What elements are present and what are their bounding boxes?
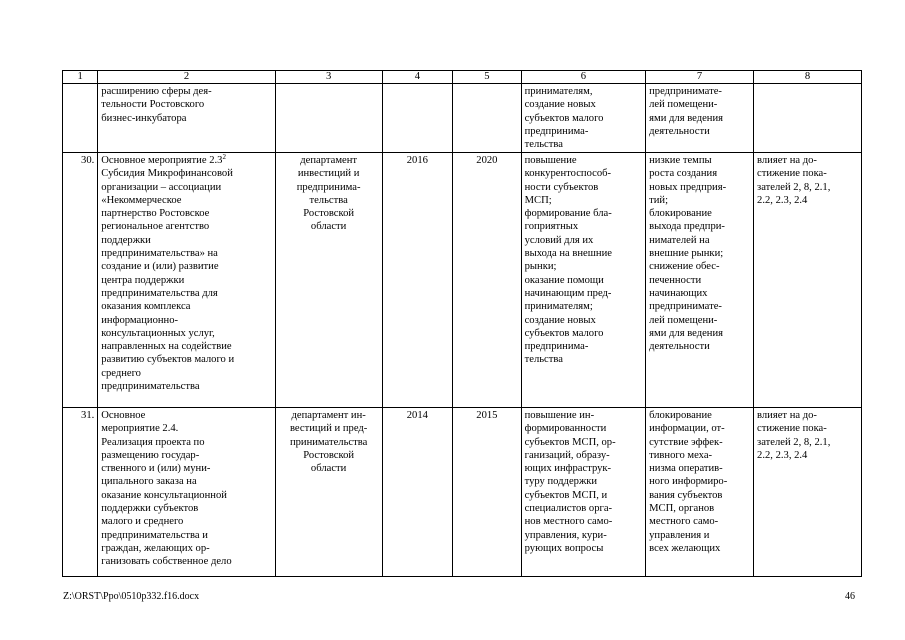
text-line: блокирование xyxy=(649,410,712,421)
text-line: блокирование xyxy=(649,208,712,220)
footnote-mark: 2 xyxy=(222,153,226,161)
text-line: принимательства xyxy=(289,436,368,448)
text-line: консультационных услуг, xyxy=(101,327,215,339)
text-line: Ростовской xyxy=(303,208,355,220)
text-line: тий; xyxy=(649,194,669,206)
text-line: ности субъектов xyxy=(524,181,599,193)
text-line: ного информиро- xyxy=(649,476,728,488)
text-line: формирование бла- xyxy=(524,208,612,220)
consequence-cell xyxy=(646,84,754,153)
text-line: принимателям, xyxy=(524,86,593,97)
text-line: размещению государ- xyxy=(101,449,200,461)
measure-title-cell xyxy=(98,408,275,577)
column-number: 5 xyxy=(453,71,521,84)
text-line: субъектов малого xyxy=(524,112,604,124)
text-line: расширению сферы дея- xyxy=(101,86,212,97)
text-line: ющих инфраструк- xyxy=(524,463,612,475)
text-line: печенности xyxy=(649,274,702,286)
consequence-cell xyxy=(646,408,754,577)
text-line: Основное xyxy=(101,410,146,421)
text-line: предпринима- xyxy=(296,181,361,193)
text-line: предпринимательства xyxy=(101,381,200,393)
text-line: новых предприя- xyxy=(649,181,727,193)
text-line: принимателям; xyxy=(524,301,593,313)
column-number: 4 xyxy=(382,71,453,84)
text-line: ганизаций, образу- xyxy=(524,449,610,461)
text-line: влияет на до- xyxy=(757,155,817,166)
executor-cell xyxy=(275,153,382,408)
text-line: управления, кури- xyxy=(524,529,607,541)
text-line: тельства xyxy=(524,354,563,366)
text-line: тельства xyxy=(524,139,563,151)
text-line: информации, от- xyxy=(649,423,725,435)
column-number: 2 xyxy=(98,71,275,84)
text-line: поддержки xyxy=(101,234,151,246)
text-line: предпринимательства для xyxy=(101,287,218,299)
text-line: низкие темпы xyxy=(649,155,712,166)
table-row-30 xyxy=(63,153,862,408)
text-line: субъектов МСП, ор- xyxy=(524,436,616,448)
text-line: бизнес-инкубатора xyxy=(101,112,187,124)
text-line: МСП; xyxy=(524,194,552,206)
text-line: туру поддержки xyxy=(524,476,598,488)
text-line: выхода на внешние xyxy=(524,248,612,260)
expected-result-cell xyxy=(521,84,646,153)
start-year xyxy=(382,84,453,153)
text-line: поддержки субъектов xyxy=(101,503,199,515)
text-line: всех желающих xyxy=(649,542,721,554)
text-line: роста создания xyxy=(649,168,718,180)
text-line: Реализация проекта по xyxy=(101,436,205,448)
text-line: внешние рынки; xyxy=(649,248,724,260)
table-row-31 xyxy=(63,408,862,577)
text-line: Субсидия Микрофинансовой xyxy=(101,168,233,180)
text-line: ями для ведения xyxy=(649,112,724,124)
text-line: лей помещени- xyxy=(649,99,718,111)
text-line: рынки; xyxy=(524,261,557,273)
text-line: нимателей на xyxy=(649,234,710,246)
executor-cell xyxy=(275,408,382,577)
consequence-cell xyxy=(646,153,754,408)
text-line: создание новых xyxy=(524,99,596,111)
text-line: влияет на до- xyxy=(757,410,817,421)
measure-title-cell xyxy=(98,84,275,153)
text-line: департамент xyxy=(300,155,358,166)
text-line: зателей 2, 8, 2.1, xyxy=(757,181,831,193)
text-line: гоприятных xyxy=(524,221,579,233)
text-line: малого и среднего xyxy=(101,516,184,528)
column-number: 8 xyxy=(754,71,862,84)
text-line: направленных на содействие xyxy=(101,341,232,353)
text-line: предпринимательства» на xyxy=(101,248,218,260)
text-line: создание новых xyxy=(524,314,596,326)
text-line: специалистов орга- xyxy=(524,503,613,515)
start-year: 2014 xyxy=(382,408,453,577)
text-line: Ростовской xyxy=(303,449,355,461)
text-line: центра поддержки xyxy=(101,274,185,286)
indicators-cell xyxy=(754,408,862,577)
measure-title-cell xyxy=(98,153,275,408)
text-line: оказание консультационной xyxy=(101,489,227,501)
text-line: Основное мероприятие $2.3^2$ xyxy=(101,153,226,166)
table-row-continuation xyxy=(63,84,862,153)
text-line: инвестиций и xyxy=(297,168,360,180)
text-line: ципального заказа на xyxy=(101,476,197,488)
text-line: региональное агентство xyxy=(101,221,210,233)
text-line: организации – ассоциации xyxy=(101,181,222,193)
text-line: создание и (или) развитие xyxy=(101,261,219,273)
end-year: 2015 xyxy=(453,408,521,577)
indicators-cell xyxy=(754,84,862,153)
text-line: партнерство Ростовское xyxy=(101,208,210,220)
column-number: 3 xyxy=(275,71,382,84)
text-line: нов местного само- xyxy=(524,516,613,528)
text-line: «Некоммерческое xyxy=(101,194,182,206)
text-line: оказания комплекса xyxy=(101,301,191,313)
column-number: 6 xyxy=(521,71,646,84)
text-line: тельства xyxy=(309,194,348,206)
text-line: повышение ин- xyxy=(524,410,595,421)
text-line: МСП, органов xyxy=(649,503,715,515)
text-line: формированности xyxy=(524,423,607,435)
text-line: области xyxy=(310,463,347,475)
text-line: мероприятие 2.4. xyxy=(101,423,179,435)
text-line: среднего xyxy=(101,367,141,379)
text-line: субъектов малого xyxy=(524,327,604,339)
text-line: развитию субъектов малого и xyxy=(101,354,235,366)
column-number-row xyxy=(63,71,862,84)
expected-result-cell xyxy=(521,153,646,408)
text-line: начинающим пред- xyxy=(524,287,612,299)
text-line: ганизовать собственное дело xyxy=(101,556,232,568)
text-line: предпринима- xyxy=(524,341,589,353)
row-number: 31. xyxy=(63,408,98,577)
end-year xyxy=(453,84,521,153)
text-line: лей помещени- xyxy=(649,314,718,326)
executor-cell xyxy=(275,84,382,153)
indicators-cell xyxy=(754,153,862,408)
text-line: повышение xyxy=(524,155,577,166)
text-line: управления и xyxy=(649,529,710,541)
text-line: стижение пока- xyxy=(757,423,827,435)
text-line: деятельности xyxy=(649,125,710,137)
text-line: вестиций и пред- xyxy=(289,423,368,435)
text-line: условий для их xyxy=(524,234,594,246)
row-number: 30. xyxy=(63,153,98,408)
text-line: субъектов МСП, и xyxy=(524,489,608,501)
text-line: конкурентоспособ- xyxy=(524,168,612,180)
text-line: предпринимате- xyxy=(649,301,722,313)
text-line: вания субъектов xyxy=(649,489,723,501)
text-line: предпринимате- xyxy=(649,86,722,97)
text-line: рующих вопросы xyxy=(524,542,604,554)
page-number: 46 xyxy=(845,591,855,602)
file-path: Z:\ORST\Ppo\0510p332.f16.docx xyxy=(63,591,200,602)
row-number xyxy=(63,84,98,153)
text-line: низма оператив- xyxy=(649,463,723,475)
text-line: снижение обес- xyxy=(649,261,720,273)
text-line: 2.2, 2.3, 2.4 xyxy=(757,449,808,461)
text-line: тивного меха- xyxy=(649,449,713,461)
column-number: 1 xyxy=(63,71,98,84)
text-line: ями для ведения xyxy=(649,327,724,339)
text-line: стижение пока- xyxy=(757,168,827,180)
text-line: ственного и (или) муни- xyxy=(101,463,211,475)
text-line: выхода предпри- xyxy=(649,221,725,233)
text-line: сутствие эффек- xyxy=(649,436,723,448)
text-line: предпринима- xyxy=(524,125,589,137)
text-line: местного само- xyxy=(649,516,719,528)
text-line: 2.2, 2.3, 2.4 xyxy=(757,194,808,206)
start-year: 2016 xyxy=(382,153,453,408)
text-line: департамент ин- xyxy=(291,410,366,421)
expected-result-cell xyxy=(521,408,646,577)
text-line: граждан, желающих ор- xyxy=(101,542,210,554)
text-line: информационно- xyxy=(101,314,179,326)
measures-table xyxy=(62,70,862,577)
text-line: начинающих xyxy=(649,287,708,299)
text-line: деятельности xyxy=(649,341,710,353)
text-line: оказание помощи xyxy=(524,274,604,286)
text-line: тельности Ростовского xyxy=(101,99,205,111)
column-number: 7 xyxy=(646,71,754,84)
text-line: зателей 2, 8, 2.1, xyxy=(757,436,831,448)
text-line: предпринимательства и xyxy=(101,529,208,541)
end-year: 2020 xyxy=(453,153,521,408)
text-line: области xyxy=(310,221,347,233)
